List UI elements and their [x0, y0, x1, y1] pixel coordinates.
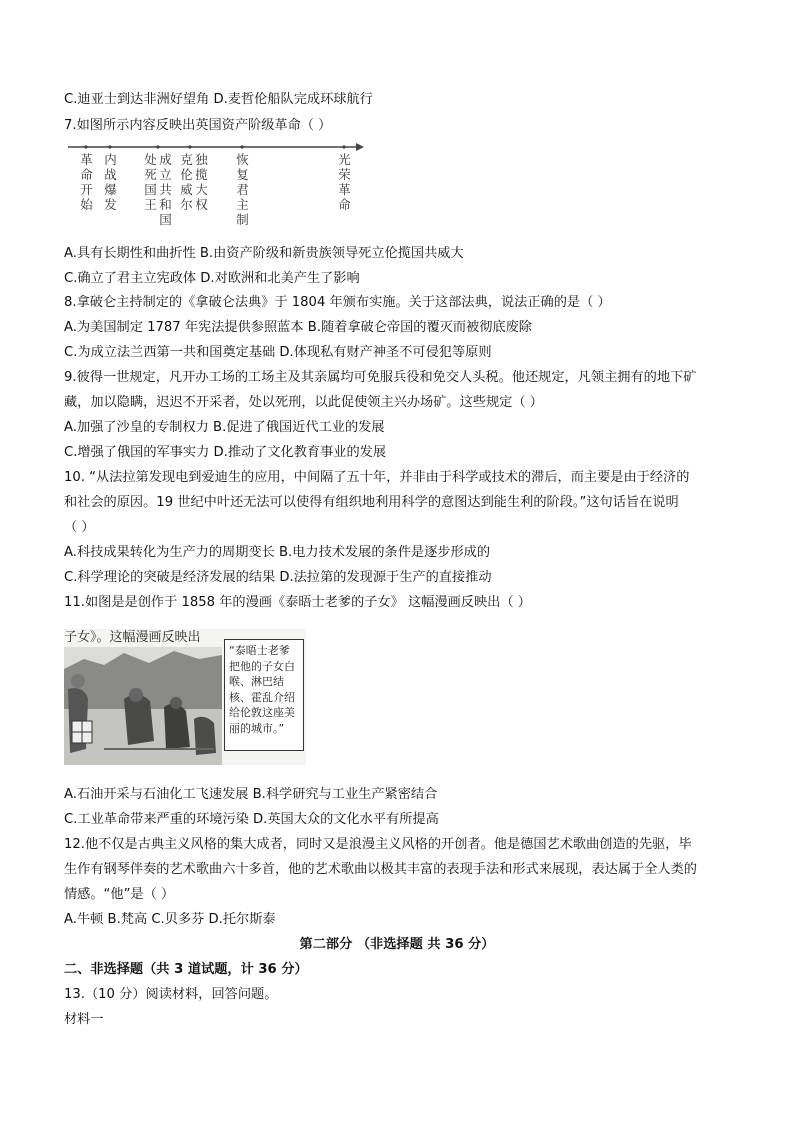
timeline-event-text: 成立共和国 — [159, 152, 172, 227]
q9-options-cd: C.增强了俄国的军事实力 D.推动了文化教育事业的发展 — [64, 445, 387, 460]
timeline-event-6 — [338, 152, 351, 212]
q6-options-cd: C.迪亚士到达非洲好望角 D.麦哲伦船队完成环球航行 — [64, 92, 373, 107]
q8-options-ab: A.为美国制定 1787 年宪法提供参照蓝本 B.随着拿破仑帝国的覆灭而被彻底废除 — [64, 320, 532, 335]
q10-stem-3: （ ） — [64, 520, 95, 535]
q7-stem: 7.如图所示内容反映出英国资产阶级革命（ ） — [64, 118, 332, 133]
q13-stem: 13.（10 分）阅读材料，回答问题。 — [64, 987, 278, 1002]
timeline-event-text: 光荣革命 — [338, 152, 351, 212]
q12-options: A.牛顿 B.梵高 C.贝多芬 D.托尔斯泰 — [64, 912, 276, 927]
timeline-event-text: 革命开始 — [80, 152, 93, 212]
cartoon-speech-bubble: “泰晤士老爹把他的子女白喉、淋巴结核、霍乱介绍给伦敦这座美丽的城市。” — [224, 639, 304, 751]
section-heading: 二、非选择题（共 3 道试题，计 36 分） — [64, 962, 308, 977]
timeline-event-text: 克伦威尔 — [180, 152, 193, 212]
q9-stem-2: 藏，加以隐瞒，迟迟不开采者，处以死刑，以此促使领主兴办场矿。这些规定（ ） — [64, 395, 543, 410]
q8-options-cd: C.为成立法兰西第一共和国奠定基础 D.体现私有财产神圣不可侵犯等原则 — [64, 345, 492, 360]
q12-stem-2: 生作有钢琴伴奏的艺术歌曲六十多首，他的艺术歌曲以极其丰富的表现手法和形式来展现，表达属于全人类的 — [64, 862, 697, 877]
q10-stem-2: 和社会的原因。19 世纪中叶还无法可以使得有组织地利用科学的意图达到能生利的阶段。”这句话旨在说明 — [64, 495, 679, 510]
part2-heading: 第二部分 （非选择题 共 36 分） — [299, 937, 495, 952]
cartoon-caption-fragment: 子女》。这幅漫画反映出 — [64, 630, 201, 645]
timeline-event-text: 恢复君主制 — [236, 152, 249, 227]
timeline-figure — [66, 140, 366, 235]
timeline-event-1 — [80, 152, 93, 212]
timeline-event-text: 独揽大权 — [195, 152, 208, 212]
cartoon-image — [64, 629, 306, 765]
q12-stem-1: 12.他不仅是古典主义风格的集大成者，同时又是浪漫主义风格的开创者。他是德国艺术歌曲创造的先驱，毕 — [64, 837, 692, 852]
timeline-event-2 — [104, 152, 117, 212]
timeline-event-4 — [180, 152, 208, 212]
q10-stem-1: 10. “从法拉第发现电到爱迪生的应用，中间隔了五十年，并非由于科学或技术的滞后，而主要是由于经济的 — [64, 470, 690, 485]
q8-stem: 8.拿破仑主持制定的《拿破仑法典》于 1804 年颁布实施。关于这部法典，说法正确的是（ ） — [64, 295, 611, 310]
q7-options-cd: C.确立了君主立宪政体 D.对欧洲和北美产生了影响 — [64, 271, 360, 286]
material-label: 材料一 — [64, 1012, 104, 1027]
q10-options-cd: C.科学理论的突破是经济发展的结果 D.法拉第的发现源于生产的直接推动 — [64, 570, 492, 585]
timeline-event-text: 处死国王 — [144, 152, 157, 212]
q11-options-cd: C.工业革命带来严重的环境污染 D.英国大众的文化水平有所提高 — [64, 812, 439, 827]
cartoon-drawing — [64, 629, 224, 765]
q11-options-ab: A.石油开采与石油化工飞速发展 B.科学研究与工业生产紧密结合 — [64, 787, 438, 802]
q10-options-ab: A.科技成果转化为生产力的周期变长 B.电力技术发展的条件是逐步形成的 — [64, 545, 491, 560]
q9-options-ab: A.加强了沙皇的专制权力 B.促进了俄国近代工业的发展 — [64, 420, 385, 435]
q9-stem-1: 9.彼得一世规定，凡开办工场的工场主及其亲属均可免服兵役和免交人头税。他还规定，凡领主拥有的地下矿 — [64, 370, 697, 385]
q7-options-ab: A.具有长期性和曲折性 B.由资产阶级和新贵族领导死立伦揽国共威大 — [64, 246, 464, 261]
timeline-event-3 — [144, 152, 172, 227]
timeline-event-text: 内战爆发 — [104, 152, 117, 212]
q12-stem-3: 情感。“他”是（ ） — [64, 887, 175, 902]
timeline-event-5 — [236, 152, 249, 227]
q11-stem: 11.如图是是创作于 1858 年的漫画《泰晤士老爹的子女》 这幅漫画反映出（ ） — [64, 595, 531, 610]
